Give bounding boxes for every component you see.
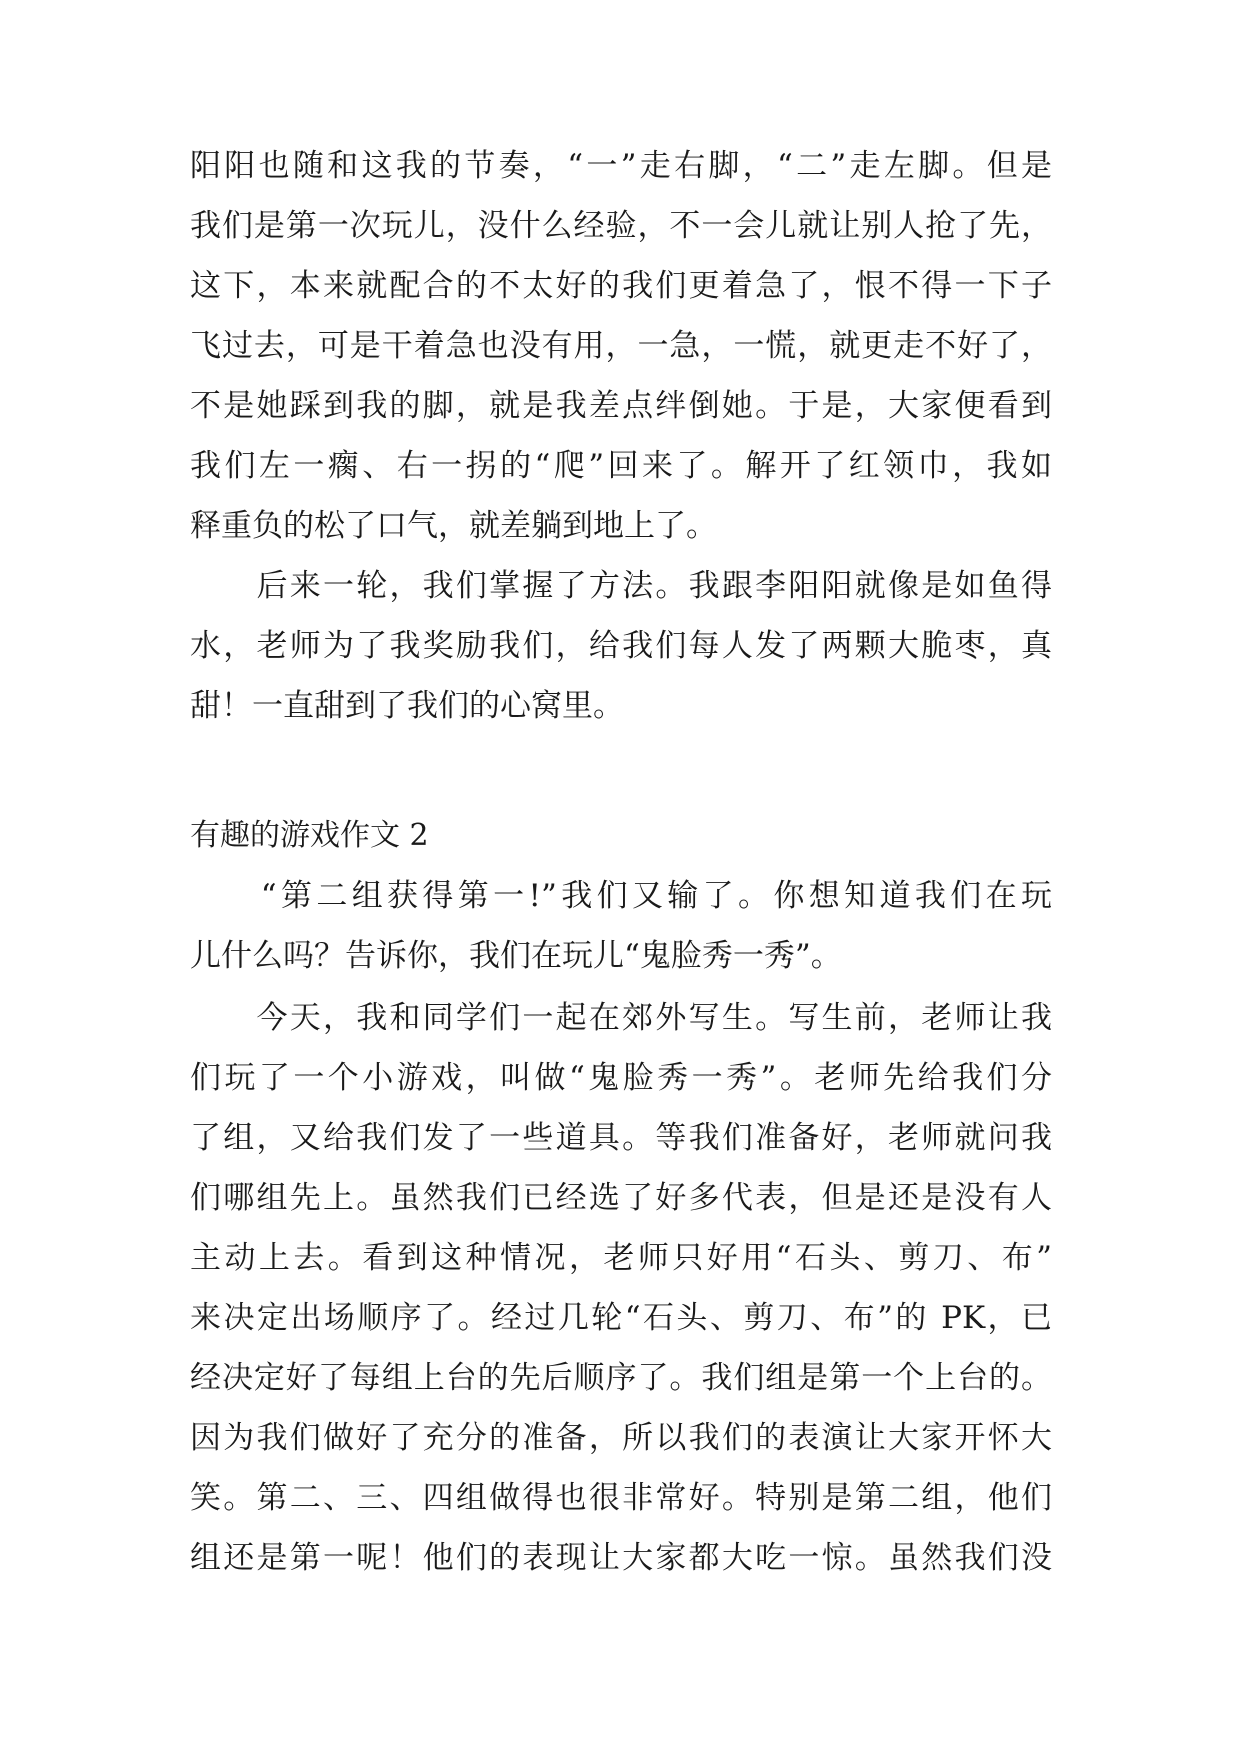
text-line: 们哪组先上。虽然我们已经选了好多代表，但是还是没有人 <box>190 1180 1052 1216</box>
text-line: 了组，又给我们发了一些道具。等我们准备好，老师就问我 <box>190 1120 1052 1156</box>
text-line: 经决定好了每组上台的先后顺序了。我们组是第一个上台的。 <box>190 1360 1052 1396</box>
text-line: 来决定出场顺序了。经过几轮“石头、剪刀、布”的 PK，已 <box>190 1300 1052 1336</box>
text-line: “第二组获得第一!”我们又输了。你想知道我们在玩 <box>190 878 1052 914</box>
text-line: 飞过去，可是干着急也没有用，一急，一慌，就更走不好了， <box>190 328 1052 364</box>
text-line: 主动上去。看到这种情况，老师只好用“石头、剪刀、布” <box>190 1240 1052 1276</box>
text-line: 水，老师为了我奖励我们，给我们每人发了两颗大脆枣，真 <box>190 628 1052 664</box>
text-line: 我们是第一次玩儿，没什么经验，不一会儿就让别人抢了先， <box>190 208 1052 244</box>
section-heading: 有趣的游戏作文 2 <box>190 818 429 853</box>
text-line: 们玩了一个小游戏，叫做“鬼脸秀一秀”。老师先给我们分 <box>190 1060 1052 1096</box>
text-line: 儿什么吗？告诉你，我们在玩儿“鬼脸秀一秀”。 <box>190 938 842 974</box>
text-line: 甜！一直甜到了我们的心窝里。 <box>190 688 624 724</box>
text-line: 后来一轮，我们掌握了方法。我跟李阳阳就像是如鱼得 <box>190 568 1052 604</box>
text-line: 组还是第一呢！他们的表现让大家都大吃一惊。虽然我们没 <box>190 1540 1052 1576</box>
text-line: 笑。第二、三、四组做得也很非常好。特别是第二组，他们 <box>190 1480 1052 1516</box>
text-line: 释重负的松了口气，就差躺到地上了。 <box>190 508 717 544</box>
text-line: 阳阳也随和这我的节奏，“一”走右脚，“二”走左脚。但是 <box>190 148 1052 184</box>
text-line: 这下，本来就配合的不太好的我们更着急了，恨不得一下子 <box>190 268 1052 304</box>
text-line: 我们左一瘸、右一拐的“爬”回来了。解开了红领巾，我如 <box>190 448 1052 484</box>
text-line: 今天，我和同学们一起在郊外写生。写生前，老师让我 <box>190 1000 1052 1036</box>
text-line: 不是她踩到我的脚，就是我差点绊倒她。于是，大家便看到 <box>190 388 1052 424</box>
text-line: 因为我们做好了充分的准备，所以我们的表演让大家开怀大 <box>190 1420 1052 1456</box>
